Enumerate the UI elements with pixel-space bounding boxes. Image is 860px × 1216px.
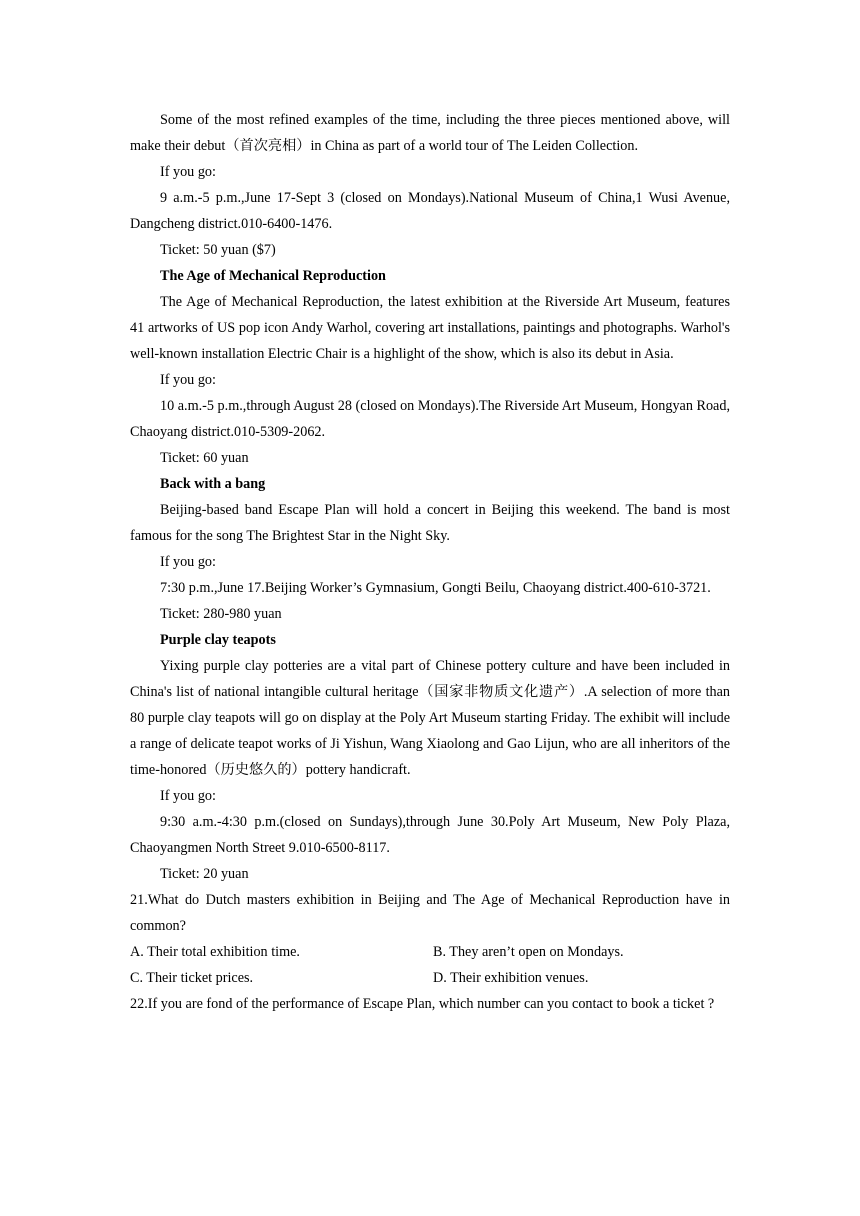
intro-ticket: Ticket: 50 yuan ($7) — [160, 242, 276, 258]
section-title-mechanical-reproduction: The Age of Mechanical Reproduction — [160, 268, 386, 284]
section-body-purple-clay-teapots: Yixing purple clay potteries are a vital part of Chinese pottery culture and have been included in China's list of national intangible cultural heritage（国家非物质文化遗产）.A selection of more than 80 purple clay teapots will go on display at the Poly Art Museum starting Friday. The exhibit will include a range of delicate teapot works of Ji Yishun, Wang Xiaolong and Gao Lijun, who are all inheritors of the time-honored（历史悠久的）pottery handicraft. — [130, 658, 730, 778]
intro-paragraph: Some of the most refined examples of the time, including the three pieces mentioned above, will make their debut（首次亮相）in China as part of a world tour of The Leiden Collection. — [130, 112, 730, 154]
intro-details: 9 a.m.-5 p.m.,June 17-Sept 3 (closed on Mondays).National Museum of China,1 Wusi Avenue, Dangcheng district.010-6400-1476. — [130, 190, 730, 232]
document-page — [130, 107, 730, 1017]
section-body-mechanical-reproduction: The Age of Mechanical Reproduction, the latest exhibition at the Riverside Art Museum, features 41 artworks of US pop icon Andy Warhol, covering art installations, paintings and photographs. Warhol's well-known installation Electric Chair is a highlight of the show, which is also its debut in Asia. — [130, 294, 730, 362]
section-if-you-go-purple-clay-teapots: If you go: — [160, 788, 216, 804]
question-21-stem: 21.What do Dutch masters exhibition in Beijing and The Age of Mechanical Reproduction have in common? — [130, 892, 730, 934]
question-21-options — [130, 939, 730, 991]
section-details-mechanical-reproduction: 10 a.m.-5 p.m.,through August 28 (closed on Mondays).The Riverside Art Museum, Hongyan Road, Chaoyang district.010-5309-2062. — [130, 398, 730, 440]
section-if-you-go-back-with-a-bang: If you go: — [160, 554, 216, 570]
question-21-option-b: B. They aren’t open on Mondays. — [433, 944, 624, 960]
section-body-back-with-a-bang: Beijing-based band Escape Plan will hold a concert in Beijing this weekend. The band is most famous for the song The Brightest Star in the Night Sky. — [130, 502, 730, 544]
section-ticket-purple-clay-teapots: Ticket: 20 yuan — [160, 866, 249, 882]
section-details-back-with-a-bang: 7:30 p.m.,June 17.Beijing Worker’s Gymnasium, Gongti Beilu, Chaoyang district.400-610-3721. — [160, 580, 711, 596]
question-21-option-d: D. Their exhibition venues. — [433, 970, 589, 986]
section-ticket-back-with-a-bang: Ticket: 280-980 yuan — [160, 606, 282, 622]
question-21-option-a: A. Their total exhibition time. — [130, 944, 300, 960]
section-if-you-go-mechanical-reproduction: If you go: — [160, 372, 216, 388]
section-title-back-with-a-bang: Back with a bang — [160, 476, 266, 492]
section-ticket-mechanical-reproduction: Ticket: 60 yuan — [160, 450, 249, 466]
section-details-purple-clay-teapots: 9:30 a.m.-4:30 p.m.(closed on Sundays),through June 30.Poly Art Museum, New Poly Plaza, Chaoyangmen North Street 9.010-6500-8117. — [130, 814, 730, 856]
question-22-stem: 22.If you are fond of the performance of Escape Plan, which number can you contact to book a ticket ? — [130, 996, 715, 1012]
section-title-purple-clay-teapots: Purple clay teapots — [160, 632, 276, 648]
question-21-option-c: C. Their ticket prices. — [130, 970, 254, 986]
intro-if-you-go: If you go: — [160, 164, 216, 180]
